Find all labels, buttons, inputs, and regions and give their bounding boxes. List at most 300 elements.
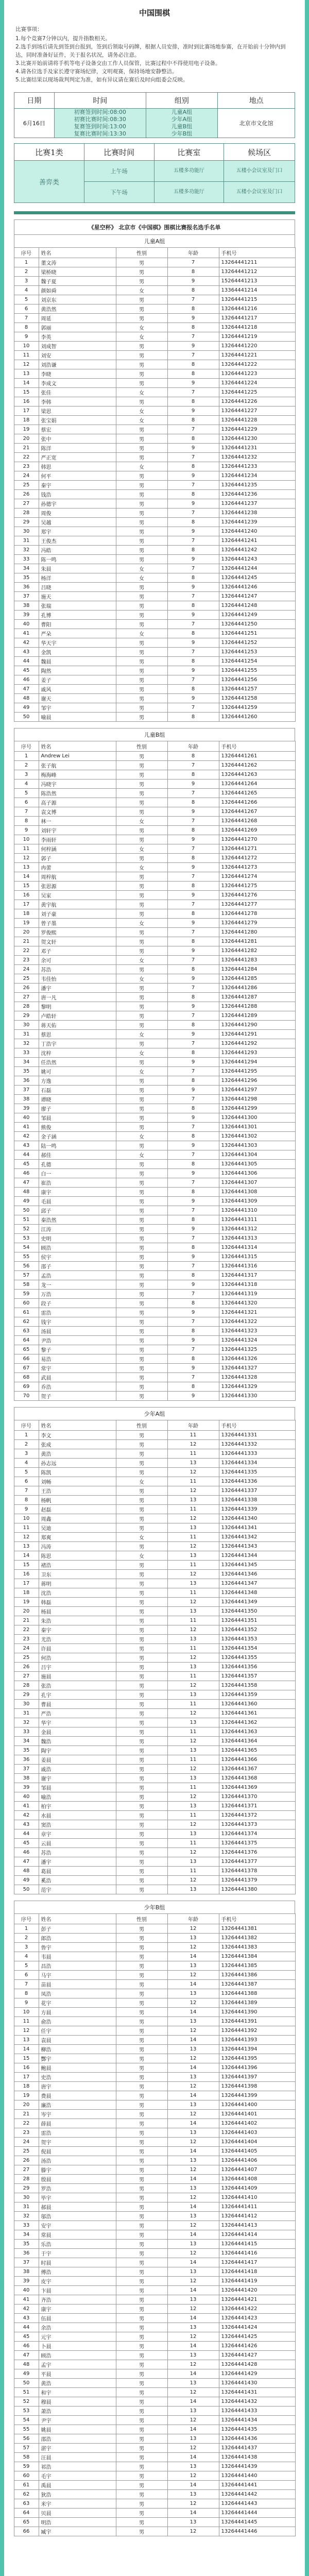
roster-cell-phone: 13264441428: [219, 2360, 295, 2369]
roster-cell-gender: 男: [116, 1317, 167, 1327]
roster-header-name: 姓名: [39, 1914, 116, 1924]
table-row: [14, 490, 295, 499]
roster-cell-age: 9: [167, 277, 219, 286]
roster-cell-age: 13: [167, 1802, 219, 1811]
roster-cell-age: 8: [167, 854, 219, 863]
session-category: 善弈类: [14, 161, 84, 203]
roster-cell-age: 14: [167, 2369, 219, 2379]
roster-cell-name: 袁文博: [39, 807, 116, 817]
roster-cell-age: 8: [167, 1076, 219, 1086]
table-row: [14, 304, 295, 314]
roster-cell-age: 9: [167, 891, 219, 900]
roster-cell-gender: 男: [116, 1885, 167, 1894]
roster-cell-index: 56: [14, 1262, 39, 1271]
roster-cell-phone: 13264441253: [219, 648, 295, 657]
roster-cell-name: 刘成智: [39, 342, 116, 351]
roster-cell-phone: 13264441375: [219, 1839, 295, 1848]
roster-cell-name: 蔡思: [39, 1030, 116, 1039]
roster-header-phone: 手机号: [219, 248, 295, 258]
roster-cell-index: 48: [14, 1188, 39, 1197]
schedule-date: 6月16日: [14, 109, 55, 138]
roster-cell-phone: 13264441391: [219, 2017, 295, 2026]
roster-cell-name: 邱子: [39, 1206, 116, 1215]
roster-cell-age: 7: [167, 481, 219, 490]
roster-cell-index: 5: [14, 1961, 39, 1971]
table-row: [14, 1961, 295, 1971]
roster-cell-index: 26: [14, 984, 39, 993]
roster-cell-index: 37: [14, 592, 39, 601]
roster-cell-name: 张思源: [39, 882, 116, 891]
roster-cell-phone: 13264441330: [219, 1392, 295, 1401]
table-row: [14, 685, 295, 694]
table-row: [14, 1317, 295, 1327]
roster-cell-index: 44: [14, 1829, 39, 1839]
roster-cell-phone: 13264441292: [219, 1039, 295, 1048]
roster-cell-name: 冉蕾: [39, 863, 116, 872]
table-row: [14, 2221, 295, 2230]
roster-header-name: 姓名: [39, 741, 116, 752]
roster-cell-gender: 男: [116, 453, 167, 462]
table-row: [14, 909, 295, 919]
roster-cell-gender: 男: [116, 490, 167, 499]
table-row: [14, 1243, 295, 1252]
roster-cell-gender: 男: [116, 2379, 167, 2388]
roster-cell-gender: 女: [116, 286, 167, 295]
roster-cell-name: 任宇: [39, 2026, 116, 2036]
roster-cell-age: 7: [167, 388, 219, 397]
table-row: [14, 2369, 295, 2379]
roster-cell-index: 13: [14, 863, 39, 872]
roster-cell-phone: 13264441316: [219, 1262, 295, 1271]
roster-cell-name: 史浩: [39, 2073, 116, 2082]
roster-cell-phone: 13264441301: [219, 1123, 295, 1132]
roster-cell-gender: 女: [116, 1150, 167, 1160]
roster-cell-name: 江涛: [39, 1225, 116, 1234]
table-row: [14, 453, 295, 462]
roster-cell-age: 11: [167, 1616, 219, 1625]
table-row: [14, 1588, 295, 1598]
table-row: [14, 2091, 295, 2100]
roster-cell-gender: 男: [116, 2147, 167, 2156]
session-header-time: 比赛时间: [84, 144, 154, 161]
table-row: [14, 798, 295, 807]
roster-cell-phone: 13264441334: [219, 1459, 295, 1468]
roster-cell-phone: 13264441339: [219, 1505, 295, 1514]
roster-cell-phone: 13264441407: [219, 2165, 295, 2175]
roster-cell-phone: 13264441441: [219, 2481, 295, 2490]
roster-cell-age: 8: [167, 397, 219, 406]
roster-cell-phone: 13264441376: [219, 1848, 295, 1857]
roster-cell-gender: 男: [116, 909, 167, 919]
roster-cell-name: 汤浩: [39, 2156, 116, 2165]
roster-cell-phone: 13264441356: [219, 1663, 295, 1672]
notice-heading: 比赛事项：: [15, 26, 43, 32]
table-row: [14, 2249, 295, 2258]
roster-cell-gender: 男: [116, 826, 167, 835]
roster-cell-phone: 13264441218: [219, 323, 295, 332]
roster-cell-gender: 男: [116, 2397, 167, 2406]
roster-cell-index: 14: [14, 1551, 39, 1561]
roster-cell-age: 9: [167, 555, 219, 564]
roster-cell-index: 6: [14, 304, 39, 314]
roster-cell-age: 8: [167, 546, 219, 555]
roster-cell-gender: 女: [116, 1551, 167, 1561]
roster-cell-age: 13: [167, 1718, 219, 1727]
roster-cell-gender: 男: [116, 518, 167, 527]
roster-cell-index: 5: [14, 1468, 39, 1477]
roster-cell-gender: 男: [116, 2017, 167, 2026]
roster-cell-phone: 13264441255: [219, 666, 295, 675]
table-row: [14, 2444, 295, 2453]
roster-cell-gender: 男: [116, 601, 167, 611]
roster-cell-gender: 男: [116, 1820, 167, 1829]
roster-cell-phone: 13264441372: [219, 1811, 295, 1820]
roster-cell-phone: 13264441275: [219, 882, 295, 891]
schedule-header-date: 日期: [14, 93, 55, 109]
roster-cell-name: 吴迪: [39, 1523, 116, 1533]
roster-cell-name: 李韩: [39, 397, 116, 406]
roster-cell-name: 张子航: [39, 761, 116, 770]
table-row: [14, 1625, 295, 1635]
roster-cell-phone: 13264441287: [219, 993, 295, 1002]
roster-cell-name: 严朵: [39, 629, 116, 638]
roster-cell-phone: 13264441386: [219, 1971, 295, 1980]
table-row: [14, 2379, 295, 2388]
roster-cell-phone: 13264441277: [219, 900, 295, 909]
roster-cell-index: 14: [14, 872, 39, 882]
roster-cell-phone: 13264441223: [219, 369, 295, 379]
table-row: [14, 1943, 295, 1952]
roster-cell-age: 9: [167, 1225, 219, 1234]
roster-cell-age: 7: [167, 956, 219, 965]
table-row: [14, 2054, 295, 2063]
roster-cell-gender: 男: [116, 1215, 167, 1225]
roster-cell-name: 严正宽: [39, 453, 116, 462]
roster-cell-name: 冯涛: [39, 1542, 116, 1551]
roster-cell-name: 邓子: [39, 946, 116, 956]
roster-cell-phone: 13264441282: [219, 946, 295, 956]
roster-cell-phone: 13264441401: [219, 2110, 295, 2119]
table-row: [14, 471, 295, 481]
roster-cell-phone: 13264441288: [219, 1002, 295, 1011]
table-row: [14, 2527, 295, 2536]
roster-cell-gender: 男: [116, 258, 167, 267]
roster-cell-phone: 13264441412: [219, 2212, 295, 2221]
roster-cell-phone: 13264441229: [219, 425, 295, 434]
roster-cell-phone: 13264441304: [219, 1150, 295, 1160]
table-row: [14, 854, 295, 863]
roster-cell-gender: 男: [116, 1934, 167, 1943]
roster-cell-gender: 男: [116, 2416, 167, 2425]
roster-cell-phone: 13264441385: [219, 1961, 295, 1971]
roster-cell-gender: 男: [116, 1700, 167, 1709]
roster-cell-age: 9: [167, 314, 219, 323]
roster-cell-age: 7: [167, 900, 219, 909]
roster-cell-phone: 13264441363: [219, 1727, 295, 1737]
roster-cell-age: 12: [167, 2277, 219, 2286]
table-row: [14, 2425, 295, 2434]
roster-cell-name: 邹晨: [39, 1113, 116, 1123]
roster-cell-gender: 男: [116, 1262, 167, 1271]
roster-cell-index: 19: [14, 2091, 39, 2100]
roster-cell-age: 13: [167, 2017, 219, 2026]
roster-cell-phone: 13264441390: [219, 2008, 295, 2017]
table-row: [14, 2110, 295, 2119]
roster-cell-phone: 13264441290: [219, 1021, 295, 1030]
roster-cell-gender: 男: [116, 2156, 167, 2165]
roster-cell-name: 陈浩然: [39, 789, 116, 798]
roster-cell-gender: 男: [116, 397, 167, 406]
roster-cell-age: 7: [167, 789, 219, 798]
roster-cell-age: 9: [167, 1058, 219, 1067]
roster-cell-gender: 男: [116, 1392, 167, 1401]
roster-cell-index: 64: [14, 1336, 39, 1345]
roster-cell-name: 谭晓: [39, 1095, 116, 1104]
roster-cell-phone: 13264441360: [219, 1700, 295, 1709]
table-row: [14, 277, 295, 286]
roster-cell-index: 11: [14, 1523, 39, 1533]
roster-cell-index: 24: [14, 965, 39, 974]
table-row: [14, 2286, 295, 2295]
roster-cell-age: 9: [167, 1280, 219, 1290]
roster-cell-phone: 13264441280: [219, 928, 295, 937]
roster-cell-index: 28: [14, 509, 39, 518]
roster-cell-phone: 13264441431: [219, 2388, 295, 2397]
roster-cell-phone: 13264441406: [219, 2156, 295, 2165]
roster-cell-phone: 13264441233: [219, 462, 295, 471]
roster-cell-name: 施晨: [39, 1672, 116, 1681]
roster-cell-index: 23: [14, 2128, 39, 2138]
roster-cell-gender: 男: [116, 546, 167, 555]
roster-cell-age: 11: [167, 1839, 219, 1848]
roster-cell-gender: 男: [116, 2054, 167, 2063]
roster-cell-age: 8: [167, 1188, 219, 1197]
roster-cell-gender: 男: [116, 2490, 167, 2499]
roster-cell-gender: 男: [116, 1579, 167, 1588]
roster-cell-phone: 13264441274: [219, 872, 295, 882]
roster-cell-index: 48: [14, 2360, 39, 2369]
roster-cell-gender: 男: [116, 2518, 167, 2527]
roster-cell-phone: 13264441297: [219, 1086, 295, 1095]
roster-cell-index: 67: [14, 1364, 39, 1373]
roster-cell-gender: 女: [116, 332, 167, 342]
roster-cell-index: 38: [14, 2267, 39, 2277]
roster-cell-age: 7: [167, 1150, 219, 1160]
roster-cell-gender: 男: [116, 1924, 167, 1934]
table-row: [14, 1533, 295, 1542]
roster-cell-index: 50: [14, 2379, 39, 2388]
roster-cell-age: 8: [167, 434, 219, 444]
roster-cell-index: 49: [14, 1197, 39, 1206]
roster-cell-name: 张中: [39, 434, 116, 444]
roster-cell-name: 蒋明: [39, 1579, 116, 1588]
roster-cell-index: 36: [14, 583, 39, 592]
roster-cell-index: 34: [14, 1058, 39, 1067]
roster-cell-index: 41: [14, 2295, 39, 2304]
roster-cell-gender: 男: [116, 1169, 167, 1178]
roster-cell-phone: 13264441408: [219, 2175, 295, 2184]
roster-cell-age: 9: [167, 1392, 219, 1401]
roster-cell-age: 7: [167, 425, 219, 434]
roster-cell-index: 4: [14, 779, 39, 789]
roster-cell-name: 张成: [39, 1440, 116, 1449]
roster-cell-gender: 男: [116, 675, 167, 685]
roster-cell-index: 26: [14, 1663, 39, 1672]
roster-cell-gender: 男: [116, 555, 167, 564]
roster-cell-index: 4: [14, 286, 39, 295]
roster-cell-name: 邹宇: [39, 703, 116, 713]
roster-cell-phone: 13264441251: [219, 629, 295, 638]
roster-cell-phone: 13264441311: [219, 1215, 295, 1225]
table-row: [14, 2471, 295, 2481]
roster-cell-gender: 男: [116, 1308, 167, 1317]
roster-cell-gender: 女: [116, 406, 167, 416]
table-row: [14, 638, 295, 648]
roster-cell-name: 康宇: [39, 2304, 116, 2314]
roster-cell-name: 卢皓轩: [39, 1011, 116, 1021]
roster-cell-index: 6: [14, 1477, 39, 1486]
roster-cell-name: 刘安: [39, 351, 116, 360]
roster-cell-age: 9: [167, 1030, 219, 1039]
roster-cell-index: 24: [14, 1644, 39, 1653]
roster-cell-age: 13: [167, 2100, 219, 2110]
roster-cell-index: 9: [14, 1998, 39, 2008]
table-row: [14, 1783, 295, 1792]
roster-cell-age: 12: [167, 2165, 219, 2175]
roster-cell-phone: 13264441393: [219, 2036, 295, 2045]
table-row: [14, 1616, 295, 1625]
roster-cell-gender: 男: [116, 1459, 167, 1468]
roster-cell-name: 戚风: [39, 685, 116, 694]
table-row: [14, 2212, 295, 2221]
roster-cell-index: 63: [14, 2499, 39, 2509]
roster-cell-phone: 13264441315: [219, 1252, 295, 1262]
roster-cell-index: 22: [14, 946, 39, 956]
roster-header-name: 姓名: [39, 248, 116, 258]
roster-cell-name: 凤浩: [39, 1989, 116, 1998]
table-row: [14, 1076, 295, 1086]
roster-cell-name: 张宝娟: [39, 416, 116, 425]
roster-cell-age: 8: [167, 770, 219, 779]
table-row: [14, 611, 295, 620]
roster-cell-phone: 13264441422: [219, 2304, 295, 2314]
roster-cell-index: 50: [14, 1206, 39, 1215]
roster-cell-gender: 男: [116, 1653, 167, 1663]
roster-cell-age: 9: [167, 807, 219, 817]
table-row: [14, 425, 295, 434]
roster-cell-age: 12: [167, 1709, 219, 1718]
roster-cell-index: 17: [14, 1579, 39, 1588]
table-row: [14, 1431, 295, 1440]
table-row: [14, 1746, 295, 1755]
roster-cell-age: 12: [167, 2416, 219, 2425]
roster-cell-index: 31: [14, 1030, 39, 1039]
roster-cell-index: 29: [14, 1011, 39, 1021]
roster-cell-age: 8: [167, 1271, 219, 1280]
roster-cell-index: 31: [14, 1709, 39, 1718]
roster-cell-age: 8: [167, 909, 219, 919]
roster-cell-phone: 13264441420: [219, 2286, 295, 2295]
roster-cell-gender: 男: [116, 2509, 167, 2518]
roster-cell-phone: 13264441263: [219, 770, 295, 779]
roster-cell-name: 王俊杰: [39, 536, 116, 546]
roster-cell-gender: 男: [116, 1561, 167, 1570]
roster-cell-age: 12: [167, 1792, 219, 1802]
roster-cell-name: 范宇: [39, 1885, 116, 1894]
roster-cell-age: 13: [167, 2212, 219, 2221]
roster-cell-age: 9: [167, 1308, 219, 1317]
roster-cell-index: 10: [14, 1514, 39, 1523]
table-row: [14, 1663, 295, 1672]
roster-cell-name: 林一: [39, 817, 116, 826]
roster-cell-phone: 13264441348: [219, 1588, 295, 1598]
table-row: [14, 1727, 295, 1737]
table-row: [14, 1765, 295, 1774]
roster-cell-gender: 男: [116, 1002, 167, 1011]
roster-cell-gender: 男: [116, 1496, 167, 1505]
roster-cell-age: 7: [167, 1011, 219, 1021]
roster-cell-age: 7: [167, 351, 219, 360]
table-row: [14, 2434, 295, 2444]
roster-cell-name: 酆宇: [39, 2054, 116, 2063]
roster-cell-gender: 女: [116, 974, 167, 984]
roster-cell-name: 邵浩: [39, 2434, 116, 2444]
roster-cell-phone: 13264441345: [219, 1561, 295, 1570]
roster-cell-age: 14: [167, 2342, 219, 2351]
roster-cell-gender: 男: [116, 1542, 167, 1551]
roster-cell-index: 8: [14, 1496, 39, 1505]
roster-cell-age: 12: [167, 1598, 219, 1607]
roster-cell-age: 9: [167, 974, 219, 984]
roster-cell-age: 14: [167, 2091, 219, 2100]
table-row: [14, 1709, 295, 1718]
roster-cell-age: 7: [167, 648, 219, 657]
roster-cell-index: 14: [14, 2045, 39, 2054]
roster-cell-index: 29: [14, 518, 39, 527]
roster-cell-age: 7: [167, 984, 219, 993]
roster-cell-name: 余可: [39, 956, 116, 965]
roster-header-age: 年龄: [167, 1420, 219, 1431]
roster-cell-index: 39: [14, 2277, 39, 2286]
table-row: [14, 2360, 295, 2369]
roster-cell-phone: 13264441417: [219, 2258, 295, 2267]
table-row: [14, 891, 295, 900]
roster-cell-name: 曹阳: [39, 620, 116, 629]
roster-cell-name: 明浩: [39, 2518, 116, 2527]
table-row: [14, 770, 295, 779]
roster-cell-index: 15: [14, 882, 39, 891]
roster-cell-phone: 13264441369: [219, 1783, 295, 1792]
roster-cell-gender: 男: [116, 2499, 167, 2509]
roster-cell-name: 李英: [39, 332, 116, 342]
roster-cell-name: 伍晨: [39, 2314, 116, 2323]
roster-cell-age: 9: [167, 1113, 219, 1123]
session-wait-am: 五楼小会议室及门口: [224, 161, 295, 182]
roster-cell-phone: 13264441325: [219, 1345, 295, 1354]
roster-cell-index: 28: [14, 1681, 39, 1690]
schedule-group-line: 儿童A组: [171, 109, 193, 115]
roster-cell-name: 郝佳: [39, 1150, 116, 1160]
table-row: [14, 434, 295, 444]
roster-cell-index: 28: [14, 2175, 39, 2184]
roster-cell-gender: 男: [116, 1280, 167, 1290]
table-row: [14, 416, 295, 425]
roster-cell-index: 17: [14, 900, 39, 909]
roster-cell-phone: 13264441324: [219, 1336, 295, 1345]
roster-cell-index: 40: [14, 1792, 39, 1802]
roster-cell-age: 13: [167, 2462, 219, 2471]
roster-cell-gender: 男: [116, 499, 167, 509]
